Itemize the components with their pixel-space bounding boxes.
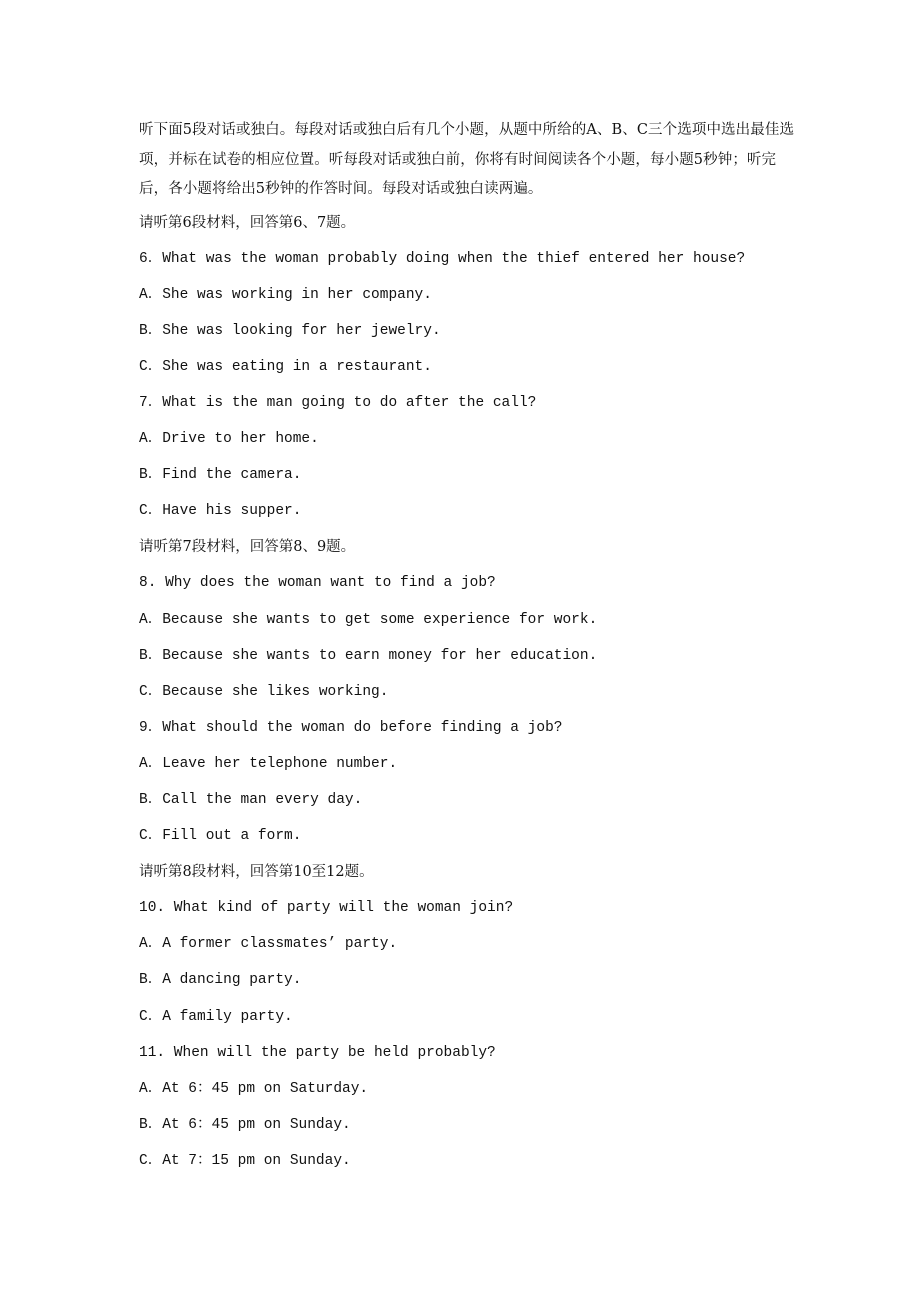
question-stem: 11. When will the party be held probably? <box>139 1044 496 1061</box>
answer-option: A．At 6：45 pm on Saturday. <box>139 1080 369 1097</box>
question-stem: 10. What kind of party will the woman join? <box>139 900 514 917</box>
answer-option: A．She was working in her company. <box>139 286 432 303</box>
answer-option: B．At 6：45 pm on Sunday. <box>139 1116 351 1133</box>
section-instruction: 请听第8段材料，回答第10至12题。 <box>139 864 374 881</box>
document-page <box>139 116 799 1179</box>
answer-option: B．Find the camera. <box>139 467 302 484</box>
answer-option: A．Drive to her home. <box>139 431 319 448</box>
answer-option: C．She was eating in a restaurant. <box>139 358 432 375</box>
answer-option: B．Because she wants to earn money for her education. <box>139 647 598 664</box>
answer-option: C．Have his supper. <box>139 503 302 520</box>
answer-option: A．A former classmates’ party. <box>139 936 398 953</box>
question-stem: 9．What should the woman do before finding a job? <box>139 719 563 736</box>
answer-option: C．Fill out a form. <box>139 828 302 845</box>
answer-option: C．A family party. <box>139 1008 293 1025</box>
answer-option: B．Call the man every day. <box>139 792 363 808</box>
question-stem: 8. Why does the woman want to find a job? <box>139 575 496 592</box>
answer-option: C．Because she likes working. <box>139 683 389 700</box>
answer-option: C．At 7：15 pm on Sunday. <box>139 1152 351 1169</box>
answer-option: B．She was looking for her jewelry. <box>139 322 441 339</box>
answer-option: A．Because she wants to get some experience for work. <box>139 611 598 628</box>
answer-option: B．A dancing party. <box>139 972 302 989</box>
section-instruction: 请听第7段材料，回答第8、9题。 <box>139 539 356 556</box>
answer-option: A．Leave her telephone number. <box>139 755 398 772</box>
question-stem: 6．What was the woman probably doing when the thief entered her house? <box>139 250 746 267</box>
intro-paragraph: 听下面5段对话或独白。每段对话或独白后有几个小题，从题中所给的A、B、C三个选项中选出最佳选项，并标在试卷的相应位置。听每段对话或独白前，你将有时间阅读各个小题，每小题5秒钟；听完后，各小题将给出5秒钟的作答时间。每段对话或独白读两遍。 <box>139 122 795 197</box>
question-stem: 7．What is the man going to do after the call? <box>139 394 537 411</box>
section-instruction: 请听第6段材料，回答第6、7题。 <box>139 214 356 231</box>
